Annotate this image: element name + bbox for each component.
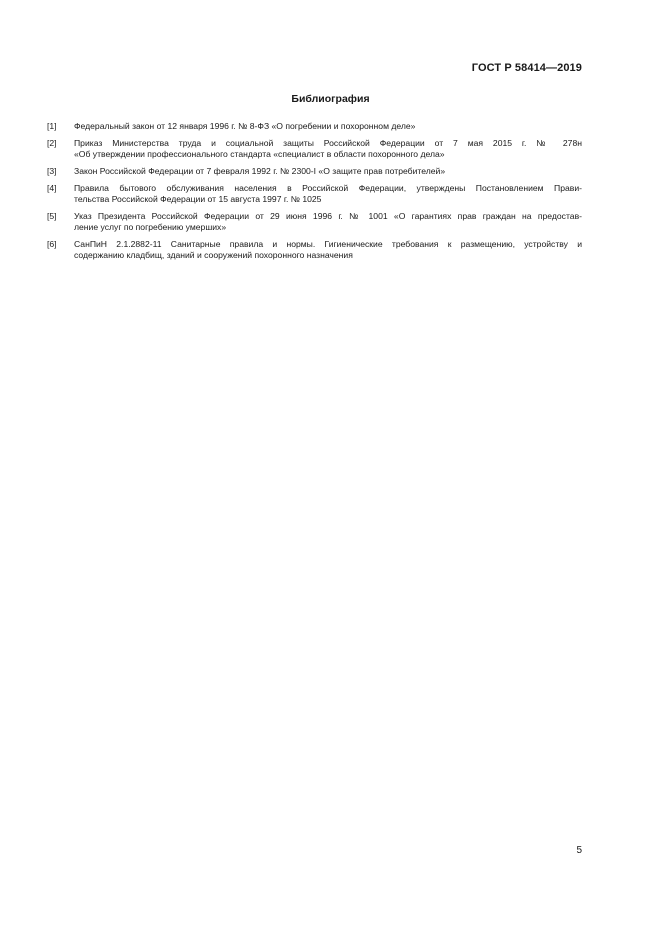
entry-line: Федеральный закон от 12 января 1996 г. № 8-ФЗ «О погребении и похоронном деле» [74,121,416,131]
entry-text [74,183,582,205]
entry-line: Указ Президента Российской Федерации от 29 июня 1996 г. № 1001 «О гарантиях прав граждан на предостав- [74,211,582,221]
page-number: 5 [576,845,582,856]
entry-line: содержанию кладбищ, зданий и сооружений похоронного назначения [74,250,353,260]
entry-number: [4] [47,183,57,193]
entry-text [74,166,582,177]
bibliography-entry [47,121,582,132]
entry-line: Правила бытового обслуживания населения в Российской Федерации, утверждены Постановлением Прави- [74,183,582,193]
entry-number: [5] [47,211,57,221]
entry-line: «Об утверждении профессионального стандарта «специалист в области похоронного дела» [74,149,445,159]
entry-text [74,138,582,160]
entry-text [74,121,582,132]
document-code: ГОСТ Р 58414—2019 [471,62,582,74]
entry-line: тельства Российской Федерации от 15 августа 1997 г. № 1025 [74,194,322,204]
entry-line: Закон Российской Федерации от 7 февраля 1992 г. № 2300-I «О защите прав потребителей» [74,166,446,176]
entry-number: [3] [47,166,57,176]
bibliography-entry [47,183,582,205]
entry-number: [6] [47,239,57,249]
entry-text [74,239,582,261]
entry-line: Приказ Министерства труда и социальной защиты Российской Федерации от 7 мая 2015 г. № 278н [74,138,582,148]
entry-text [74,211,582,233]
entry-number: [2] [47,138,57,148]
bibliography-entry [47,211,582,233]
entry-line: ление услуг по погребению умерших» [74,222,227,232]
bibliography-entry [47,166,582,177]
bibliography-entry [47,138,582,160]
entry-line: СанПиН 2.1.2882-11 Санитарные правила и нормы. Гигиенические требования к размещению, устройству и [74,239,582,249]
bibliography-title: Библиография [291,93,370,105]
entry-number: [1] [47,121,57,131]
bibliography-entry [47,239,582,261]
bibliography-list [47,121,582,267]
